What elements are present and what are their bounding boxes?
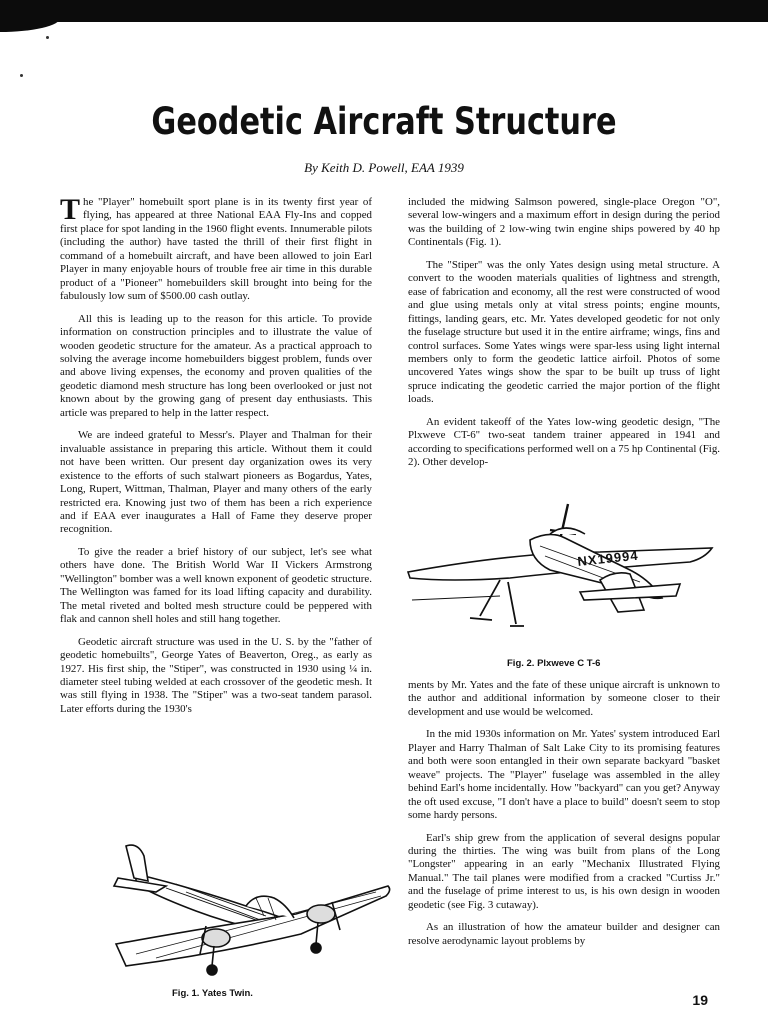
figure-1-caption: Fig. 1. Yates Twin. xyxy=(172,988,253,999)
paragraph: As an illustration of how the amateur builder and designer can resolve aerodynamic layout problems by xyxy=(408,921,720,947)
scan-edge-bar xyxy=(0,0,768,22)
paragraph: Earl's ship grew from the application of several designs popular during the thirties. The wing was built from plans of the Long "Longster" appearing in an early "Mechanix Illustrated Flying Manual." The tail planes were modified from a cracked "Curtiss Jr." and the fuselage of prime interest to us, is his own design in wooden geodetic (see Fig. 3 cutaway). xyxy=(408,831,720,911)
article-byline: By Keith D. Powell, EAA 1939 xyxy=(304,160,464,175)
paragraph: We are indeed grateful to Messr's. Player and Thalman for their invaluable assistance in preparing this article. Without them it could not have been written. Our present day organization owes its very existence to the efforts of such stalwart pioneers as Bogardus, Yates, Long, Rupert, Wittman, Thalman, Player and many others of the early restricted era. Knowing just two of them has been a rich experience and if EAA ever inaugurates a Hall of Fame they deserve proper recognition. xyxy=(60,429,372,536)
paragraph: In the mid 1930s information on Mr. Yates' system introduced Earl Player and Harry Thalman of Salt Lake City to its promising features and both were soon entangled in their own separate backyard "basket weave" projects. The "Player" fuselage was assembled in the alley behind Earl's home incidentally. How "backyard" can you get? Anyway the oft used excuse, "I don't have a place to build" doesn't seem to stop some hardy persons. xyxy=(408,728,720,822)
article-title: Geodetic Aircraft Structure xyxy=(151,100,617,143)
aircraft-registration: NX19994 xyxy=(576,547,640,569)
right-column-bottom xyxy=(408,679,720,957)
scan-speck xyxy=(46,36,49,39)
yates-twin-illustration xyxy=(96,826,396,986)
paragraph: Geodetic aircraft structure was used in the U. S. by the "father of geodetic homebuilts", George Yates of Beaverton, Oreg., as early as 1927. His first ship, the "Stiper", was constructed in 1930 using ¼ in. diameter steel tubing welded at each crossover of the geodetic mesh. It was still flying in 1938. The "Stiper" was a two-seat tandem parasol. Later efforts during the 1930's xyxy=(60,635,372,715)
paragraph: ments by Mr. Yates and the fate of these unique aircraft is unknown to the author and additional information by someone closer to their development and use would be welcomed. xyxy=(408,679,720,718)
paragraph xyxy=(60,193,372,304)
left-column xyxy=(60,193,372,725)
drop-cap: T xyxy=(60,193,81,226)
page-number: 19 xyxy=(692,992,708,1008)
paragraph: All this is leading up to the reason for this article. To provide information on construction principles and to illustrate the value of wooden geodetic structure for the amateur. As a practical approach to solving the average income homebuilders biggest problem, funds over and above living expenses, the economy and proven qualities of the geodetic diamond mesh structure has long been overlooked or just not known about by the growing gang of present day enthusiasts. This article was prepared to help in the latter respect. xyxy=(60,312,372,419)
paragraph-text: he "Player" homebuilt sport plane is in its twenty first year of flying, has appeared at three National EAA Fly-Ins and copped first place for spot landing in the 1960 flight events. Innumerable pilots (including the author) have tasted the thrill of their first flight in command of a homebuilt aircraft, and have been allowed to join Earl Player in many enjoyable hours of trouble free air time in this durable product of a "Pioneer" homebuilders skill brought into being for the fabulously low sum of $500.00 cash outlay. xyxy=(60,196,372,303)
figure-2-caption: Fig. 2. Plxweve C T-6 xyxy=(507,658,601,669)
paragraph: included the midwing Salmson powered, single-place Oregon "O", several low-wingers and a maximum effort in design during the period was the building of 2 low-wing twin engine ships powered by 40 hp Continentals (Fig. 1). xyxy=(408,196,720,249)
scan-speck xyxy=(20,74,23,77)
scan-edge-curl xyxy=(0,18,60,32)
paragraph: The "Stiper" was the only Yates design using metal structure. A convert to the wooden materials qualities of lightness and strength, ease of fabrication and economy, all the rest were constructed of wood and glue using metals only at vital stress points; engine mounts, fittings, landing gears, etc. Mr. Yates developed geodetic for not only the fuselage structure but used it in the entire airframe; wings, fins and control surfaces. Some Yates wings were spar-less using light internal members only to form the geodetic lattice airfoil. Photos of some uncovered Yates wings show the spar to be built up truss of light spruce indicating the geodetic carried the major portion of the flight loads. xyxy=(408,258,720,406)
paragraph: An evident takeoff of the Yates low-wing geodetic design, "The Plxweve CT-6" two-seat tandem trainer appeared in 1941 and according to specifications performed well on a 75 hp Continental (Fig. 2). Other develop- xyxy=(408,415,720,469)
right-column-top xyxy=(408,196,720,479)
plxweve-ct6-illustration xyxy=(400,500,718,650)
paragraph: To give the reader a brief history of our subject, let's see what others have done. The British World War II Vickers Armstrong "Wellington" bomber was a well known exponent of geodetic structure. The Wellington was famed for its load lifting capacity and durability. The metal riveted and bolted mesh structure could be peppered with flak and cannon shell holes and still hang together. xyxy=(60,545,372,626)
